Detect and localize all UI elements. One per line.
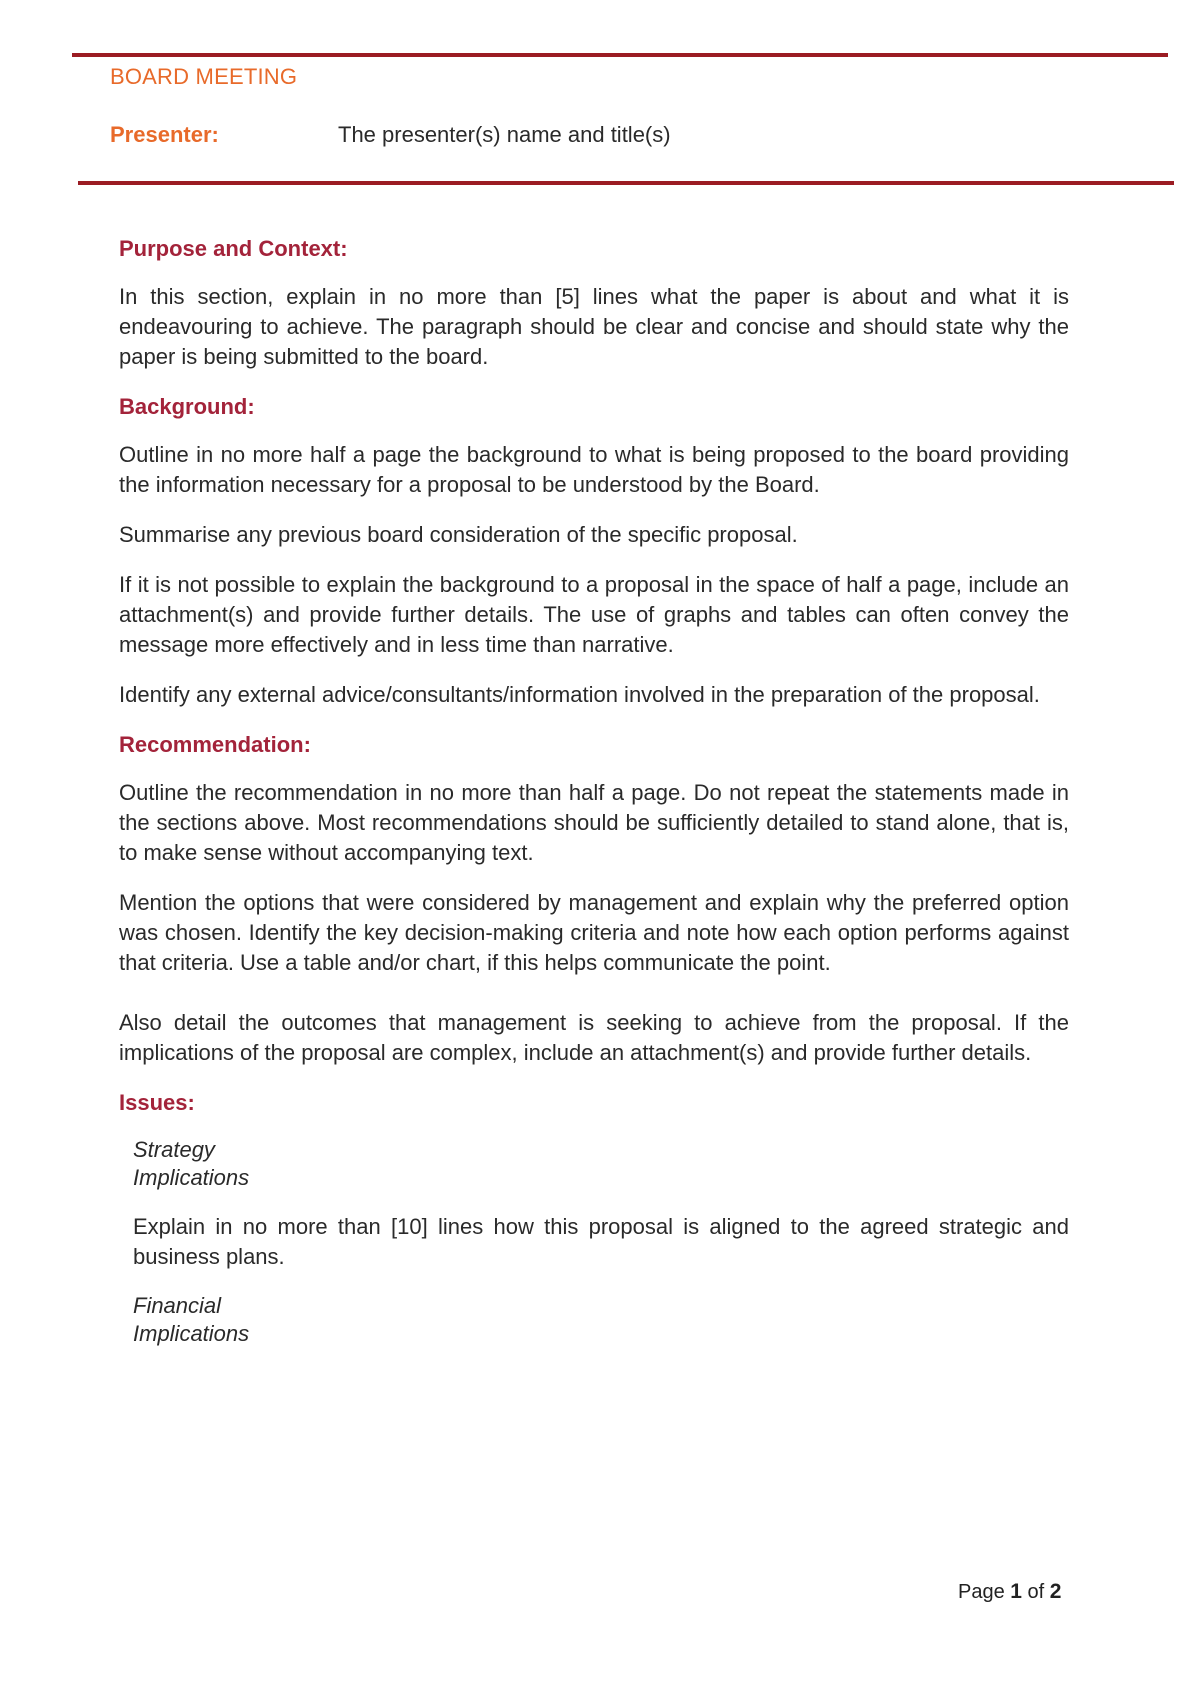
background-paragraph-2: Summarise any previous board consideration of the specific proposal.: [119, 522, 798, 547]
of-word: of: [1027, 1581, 1045, 1603]
page-current: 1: [1010, 1580, 1022, 1603]
strategy-implications-text: Explain in no more than [10] lines how this proposal is aligned to the agreed strategic and business plans.: [133, 1214, 1069, 1269]
document-body: [119, 234, 1069, 1368]
strategy-implications-heading: Strategy Implications: [133, 1137, 250, 1190]
background-paragraph-3: If it is not possible to explain the background to a proposal in the space of half a page, include an attachment(s) and provide further details. The use of graphs and tables can often convey the message more effectively and in less time than narrative.: [119, 572, 1069, 657]
recommendation-paragraph-1: Outline the recommendation in no more than half a page. Do not repeat the statements made in the sections above. Most recommendations should be sufficiently detailed to stand alone, that is, to make sense without accompanying text.: [119, 780, 1069, 865]
recommendation-heading: Recommendation:: [119, 732, 311, 757]
issues-heading: Issues:: [119, 1090, 195, 1115]
page-number: [958, 1580, 1061, 1604]
issues-block: [133, 1136, 1069, 1348]
page-total: 2: [1049, 1580, 1062, 1603]
header-top-rule: [72, 53, 1168, 57]
purpose-heading: Purpose and Context:: [119, 236, 348, 261]
presenter-value: The presenter(s) name and title(s): [338, 122, 671, 147]
background-paragraph-1: Outline in no more half a page the background to what is being proposed to the board providing the information necessary for a proposal to be understood by the Board.: [119, 442, 1069, 497]
presenter-label: Presenter:: [110, 122, 219, 147]
page-word: Page: [958, 1581, 1005, 1603]
background-heading: Background:: [119, 394, 255, 419]
background-paragraph-4: Identify any external advice/consultants/information involved in the preparation of the proposal.: [119, 682, 1040, 707]
financial-implications-heading: Financial Implications: [133, 1293, 250, 1346]
recommendation-paragraph-2: Mention the options that were considered by management and explain why the preferred option was chosen. Identify the key decision-making criteria and note how each option performs against that criteria. Use a table and/or chart, if this helps communicate the point.: [119, 890, 1069, 975]
header-bottom-rule: [78, 181, 1174, 185]
purpose-paragraph: In this section, explain in no more than [5] lines what the paper is about and what it is endeavouring to achieve. The paragraph should be clear and concise and should state why the paper is being submitted to the board.: [119, 284, 1069, 369]
recommendation-paragraph-3: Also detail the outcomes that management is seeking to achieve from the proposal. If the implications of the proposal are complex, include an attachment(s) and provide further details.: [119, 1010, 1069, 1065]
meeting-title: BOARD MEETING: [110, 64, 298, 89]
